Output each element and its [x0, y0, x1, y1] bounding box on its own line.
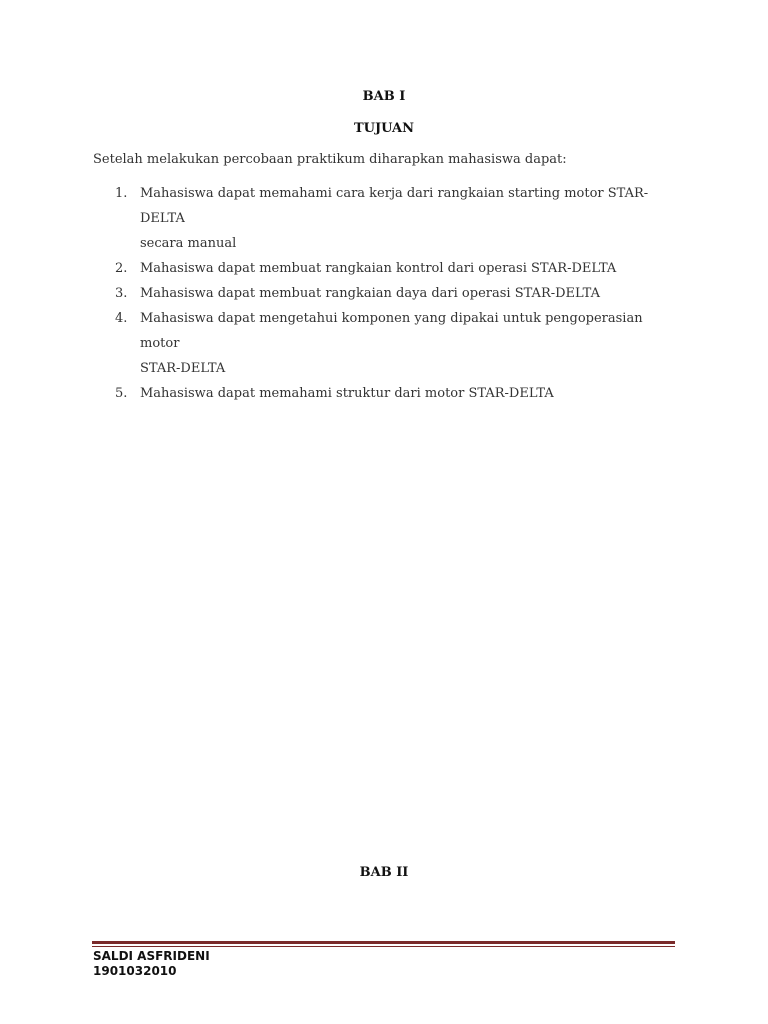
list-item-text: Mahasiswa dapat memahami struktur dari motor STAR-DELTA — [140, 386, 554, 401]
list-item — [115, 256, 685, 281]
list-item-number: 1. — [115, 186, 128, 201]
list-item — [115, 306, 685, 381]
list-item-text: Mahasiswa dapat membuat rangkaian daya dari operasi STAR-DELTA — [140, 286, 600, 301]
footer-author-name: SALDI ASFRIDENI — [93, 949, 210, 963]
objectives-list — [115, 181, 685, 406]
intro-paragraph: Setelah melakukan percobaan praktikum diharapkan mahasiswa dapat: — [93, 152, 567, 167]
list-item-number: 2. — [115, 261, 128, 276]
footer-divider — [92, 941, 675, 947]
chapter-2-heading: BAB II — [359, 865, 409, 880]
list-item-text: Mahasiswa dapat memahami cara kerja dari rangkaian starting motor STAR-DELTA — [140, 186, 649, 226]
list-item-text: Mahasiswa dapat membuat rangkaian kontrol dari operasi STAR-DELTA — [140, 261, 617, 276]
footer-student-id: 1901032010 — [93, 964, 177, 978]
list-item — [115, 181, 685, 256]
footer-divider-thick-line — [92, 941, 675, 944]
footer-divider-thin-line — [92, 946, 675, 947]
list-item-text-continued: secara manual — [140, 236, 237, 251]
list-item-text-continued: STAR-DELTA — [140, 361, 226, 376]
chapter-1-heading: BAB I — [362, 89, 406, 104]
list-item — [115, 281, 685, 306]
list-item-number: 3. — [115, 286, 128, 301]
chapter-1-title: TUJUAN — [353, 121, 415, 136]
list-item-text: Mahasiswa dapat mengetahui komponen yang dipakai untuk pengoperasian motor — [140, 311, 643, 351]
list-item-number: 4. — [115, 311, 128, 326]
list-item-number: 5. — [115, 386, 128, 401]
list-item — [115, 381, 685, 406]
